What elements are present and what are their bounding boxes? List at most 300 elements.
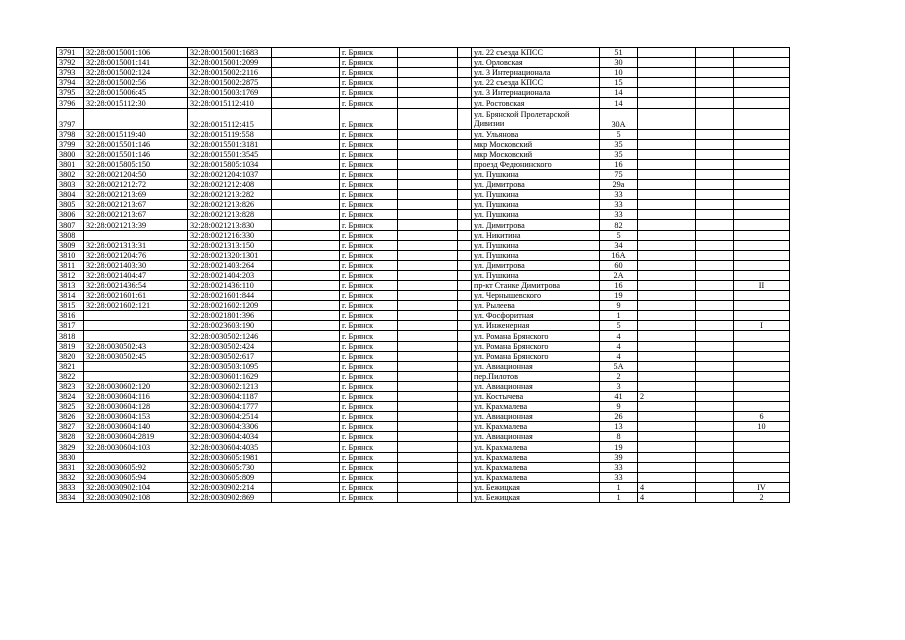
cadastral-number: 32:28:0030604:1187 — [188, 392, 272, 402]
empty-cell — [398, 159, 458, 169]
city-cell: г. Брянск — [340, 98, 398, 108]
cadastral-number: 32:28:0030605:809 — [188, 472, 272, 482]
city-cell: г. Брянск — [340, 260, 398, 270]
apartment-cell — [734, 230, 790, 240]
cadastral-number: 32:28:0030605:1981 — [188, 452, 272, 462]
apartment-cell: 10 — [734, 422, 790, 432]
empty-cell — [458, 200, 472, 210]
empty-cell — [696, 230, 734, 240]
street-cell: ул. Пушкина — [472, 250, 600, 260]
street-cell: ул. Пушкина — [472, 210, 600, 220]
empty-cell — [398, 361, 458, 371]
street-cell: ул. Авиационная — [472, 381, 600, 391]
table-row — [57, 452, 790, 462]
building-cell — [638, 260, 696, 270]
city-cell: г. Брянск — [340, 190, 398, 200]
building-cell — [638, 291, 696, 301]
cadastral-quarter-number — [84, 331, 188, 341]
empty-cell — [398, 108, 458, 129]
cadastral-number: 32:28:0021601:844 — [188, 291, 272, 301]
row-number: 3825 — [57, 402, 84, 412]
empty-cell — [696, 260, 734, 270]
empty-cell — [696, 180, 734, 190]
empty-cell — [272, 169, 340, 179]
city-cell: г. Брянск — [340, 230, 398, 240]
apartment-cell — [734, 68, 790, 78]
empty-cell — [272, 190, 340, 200]
apartment-cell — [734, 371, 790, 381]
building-cell — [638, 190, 696, 200]
empty-cell — [458, 361, 472, 371]
empty-cell — [458, 250, 472, 260]
house-number-cell: 33 — [600, 462, 638, 472]
empty-cell — [398, 422, 458, 432]
empty-cell — [458, 341, 472, 351]
building-cell — [638, 108, 696, 129]
house-number-cell: 16 — [600, 280, 638, 290]
street-cell: ул. Димитрова — [472, 180, 600, 190]
building-cell — [638, 280, 696, 290]
table-row — [57, 200, 790, 210]
apartment-cell — [734, 462, 790, 472]
cadastral-quarter-number: 32:28:0021213:67 — [84, 200, 188, 210]
empty-cell — [458, 270, 472, 280]
cadastral-quarter-number: 32:28:0015119:40 — [84, 129, 188, 139]
building-cell — [638, 58, 696, 68]
empty-cell — [272, 422, 340, 432]
empty-cell — [272, 180, 340, 190]
cadastral-number: 32:28:0015501:3181 — [188, 139, 272, 149]
table-row — [57, 341, 790, 351]
empty-cell — [458, 78, 472, 88]
empty-cell — [696, 422, 734, 432]
row-number: 3831 — [57, 462, 84, 472]
empty-cell — [696, 351, 734, 361]
empty-cell — [272, 442, 340, 452]
cadastral-quarter-number — [84, 371, 188, 381]
apartment-cell — [734, 78, 790, 88]
empty-cell — [696, 169, 734, 179]
house-number-cell: 13 — [600, 422, 638, 432]
row-number: 3810 — [57, 250, 84, 260]
empty-cell — [398, 301, 458, 311]
table-row — [57, 291, 790, 301]
empty-cell — [696, 412, 734, 422]
house-number-cell: 26 — [600, 412, 638, 422]
cadastral-number: 32:28:0021436:110 — [188, 280, 272, 290]
house-number-cell: 2 — [600, 371, 638, 381]
cadastral-number: 32:28:0015112:415 — [188, 108, 272, 129]
empty-cell — [696, 280, 734, 290]
house-number-cell: 33 — [600, 472, 638, 482]
cadastral-quarter-number: 32:28:0021404:47 — [84, 270, 188, 280]
empty-cell — [272, 220, 340, 230]
table-row — [57, 472, 790, 482]
empty-cell — [458, 260, 472, 270]
table-row — [57, 48, 790, 58]
empty-cell — [272, 48, 340, 58]
table-row — [57, 149, 790, 159]
empty-cell — [458, 351, 472, 361]
empty-cell — [272, 351, 340, 361]
empty-cell — [458, 331, 472, 341]
empty-cell — [696, 452, 734, 462]
apartment-cell — [734, 341, 790, 351]
empty-cell — [696, 432, 734, 442]
street-cell: проезд Федюнинского — [472, 159, 600, 169]
table-row — [57, 422, 790, 432]
empty-cell — [696, 190, 734, 200]
building-cell — [638, 341, 696, 351]
empty-cell — [458, 472, 472, 482]
row-number: 3803 — [57, 180, 84, 190]
apartment-cell — [734, 180, 790, 190]
street-cell: ул. Пушкина — [472, 190, 600, 200]
street-cell: мкр Московский — [472, 139, 600, 149]
city-cell: г. Брянск — [340, 422, 398, 432]
building-cell — [638, 210, 696, 220]
row-number: 3799 — [57, 139, 84, 149]
house-number-cell: 82 — [600, 220, 638, 230]
city-cell: г. Брянск — [340, 159, 398, 169]
row-number: 3824 — [57, 392, 84, 402]
apartment-cell: II — [734, 280, 790, 290]
city-cell: г. Брянск — [340, 68, 398, 78]
apartment-cell — [734, 159, 790, 169]
empty-cell — [696, 68, 734, 78]
empty-cell — [272, 301, 340, 311]
empty-cell — [272, 88, 340, 98]
cadastral-quarter-number: 32:28:0021601:61 — [84, 291, 188, 301]
empty-cell — [696, 381, 734, 391]
empty-cell — [272, 412, 340, 422]
house-number-cell: 1 — [600, 482, 638, 492]
row-number: 3823 — [57, 381, 84, 391]
street-cell: ул. 22 съезда КПСС — [472, 78, 600, 88]
empty-cell — [696, 88, 734, 98]
empty-cell — [272, 371, 340, 381]
apartment-cell — [734, 250, 790, 260]
empty-cell — [696, 48, 734, 58]
house-number-cell: 9 — [600, 301, 638, 311]
empty-cell — [272, 230, 340, 240]
cadastral-number: 32:28:0030604:3306 — [188, 422, 272, 432]
empty-cell — [458, 311, 472, 321]
house-number-cell: 33 — [600, 200, 638, 210]
row-number: 3822 — [57, 371, 84, 381]
empty-cell — [272, 200, 340, 210]
street-cell: ул. Брянской Пролетарской Дивизии — [472, 108, 600, 129]
cadastral-quarter-number: 32:28:0030604:103 — [84, 442, 188, 452]
empty-cell — [696, 149, 734, 159]
street-cell: ул. Пушкина — [472, 169, 600, 179]
cadastral-quarter-number: 32:28:0021213:69 — [84, 190, 188, 200]
street-cell: ул. Бежицкая — [472, 492, 600, 502]
empty-cell — [398, 291, 458, 301]
empty-cell — [272, 321, 340, 331]
empty-cell — [458, 58, 472, 68]
empty-cell — [458, 452, 472, 462]
row-number: 3804 — [57, 190, 84, 200]
city-cell: г. Брянск — [340, 311, 398, 321]
empty-cell — [458, 240, 472, 250]
empty-cell — [398, 180, 458, 190]
street-cell: ул. Романа Брянского — [472, 331, 600, 341]
row-number: 3794 — [57, 78, 84, 88]
empty-cell — [398, 442, 458, 452]
house-number-cell: 41 — [600, 392, 638, 402]
empty-cell — [696, 240, 734, 250]
cadastral-quarter-number: 32:28:0015805:150 — [84, 159, 188, 169]
table-row — [57, 210, 790, 220]
apartment-cell — [734, 58, 790, 68]
street-cell: ул. Крахмалева — [472, 462, 600, 472]
table-row — [57, 88, 790, 98]
house-number-cell: 60 — [600, 260, 638, 270]
city-cell: г. Брянск — [340, 169, 398, 179]
empty-cell — [398, 149, 458, 159]
row-number: 3795 — [57, 88, 84, 98]
building-cell — [638, 301, 696, 311]
empty-cell — [458, 210, 472, 220]
apartment-cell — [734, 351, 790, 361]
empty-cell — [458, 381, 472, 391]
empty-cell — [398, 240, 458, 250]
empty-cell — [272, 341, 340, 351]
apartment-cell — [734, 220, 790, 230]
table-row — [57, 129, 790, 139]
apartment-cell — [734, 442, 790, 452]
street-cell: мкр Московский — [472, 149, 600, 159]
empty-cell — [272, 291, 340, 301]
street-cell: ул. Авиационная — [472, 361, 600, 371]
house-number-cell: 16А — [600, 250, 638, 260]
cadastral-number: 32:28:0030502:424 — [188, 341, 272, 351]
house-number-cell: 35 — [600, 139, 638, 149]
table-row — [57, 351, 790, 361]
row-number: 3816 — [57, 311, 84, 321]
city-cell: г. Брянск — [340, 442, 398, 452]
empty-cell — [696, 392, 734, 402]
table-row — [57, 361, 790, 371]
house-number-cell: 4 — [600, 331, 638, 341]
empty-cell — [272, 280, 340, 290]
empty-cell — [458, 392, 472, 402]
empty-cell — [272, 250, 340, 260]
cadastral-number: 32:28:0015001:1683 — [188, 48, 272, 58]
cadastral-quarter-number: 32:28:0030902:104 — [84, 482, 188, 492]
building-cell — [638, 361, 696, 371]
building-cell — [638, 68, 696, 78]
building-cell — [638, 381, 696, 391]
cadastral-quarter-number: 32:28:0030902:108 — [84, 492, 188, 502]
empty-cell — [398, 482, 458, 492]
cadastral-quarter-number: 32:28:0030605:92 — [84, 462, 188, 472]
cadastral-number: 32:28:0021216:330 — [188, 230, 272, 240]
apartment-cell: 6 — [734, 412, 790, 422]
empty-cell — [272, 58, 340, 68]
city-cell: г. Брянск — [340, 452, 398, 462]
row-number: 3808 — [57, 230, 84, 240]
row-number: 3819 — [57, 341, 84, 351]
empty-cell — [398, 280, 458, 290]
cadastral-number: 32:28:0030604:2514 — [188, 412, 272, 422]
empty-cell — [696, 341, 734, 351]
table-row — [57, 280, 790, 290]
empty-cell — [696, 442, 734, 452]
building-cell — [638, 371, 696, 381]
house-number-cell: 4 — [600, 351, 638, 361]
cadastral-quarter-number: 32:28:0030502:45 — [84, 351, 188, 361]
empty-cell — [398, 351, 458, 361]
row-number: 3809 — [57, 240, 84, 250]
empty-cell — [398, 492, 458, 502]
row-number: 3828 — [57, 432, 84, 442]
empty-cell — [458, 220, 472, 230]
empty-cell — [458, 98, 472, 108]
row-number: 3817 — [57, 321, 84, 331]
empty-cell — [458, 482, 472, 492]
building-cell — [638, 311, 696, 321]
row-number: 3807 — [57, 220, 84, 230]
empty-cell — [398, 392, 458, 402]
street-cell: ул. Романа Брянского — [472, 351, 600, 361]
row-number: 3811 — [57, 260, 84, 270]
cadastral-number: 32:28:0015805:1034 — [188, 159, 272, 169]
empty-cell — [696, 311, 734, 321]
city-cell: г. Брянск — [340, 250, 398, 260]
house-number-cell: 16 — [600, 159, 638, 169]
table-row — [57, 402, 790, 412]
empty-cell — [272, 260, 340, 270]
cadastral-number: 32:28:0030902:214 — [188, 482, 272, 492]
apartment-cell — [734, 260, 790, 270]
row-number: 3820 — [57, 351, 84, 361]
empty-cell — [398, 88, 458, 98]
apartment-cell — [734, 210, 790, 220]
city-cell: г. Брянск — [340, 321, 398, 331]
street-cell: ул. Рылеева — [472, 301, 600, 311]
cadastral-number: 32:28:0030502:617 — [188, 351, 272, 361]
empty-cell — [458, 402, 472, 412]
city-cell: г. Брянск — [340, 402, 398, 412]
empty-cell — [398, 381, 458, 391]
apartment-cell — [734, 88, 790, 98]
building-cell — [638, 351, 696, 361]
empty-cell — [272, 78, 340, 88]
empty-cell — [272, 139, 340, 149]
empty-cell — [458, 371, 472, 381]
cadastral-quarter-number: 32:28:0030604:2819 — [84, 432, 188, 442]
cadastral-number: 32:28:0021213:828 — [188, 210, 272, 220]
city-cell: г. Брянск — [340, 412, 398, 422]
empty-cell — [398, 412, 458, 422]
empty-cell — [458, 149, 472, 159]
table-row — [57, 68, 790, 78]
cadastral-quarter-number: 32:28:0030502:43 — [84, 341, 188, 351]
cadastral-quarter-number: 32:28:0015112:30 — [84, 98, 188, 108]
cadastral-number: 32:28:0021204:1037 — [188, 169, 272, 179]
cadastral-quarter-number: 32:28:0030604:116 — [84, 392, 188, 402]
house-number-cell: 29а — [600, 180, 638, 190]
house-number-cell: 39 — [600, 452, 638, 462]
street-cell: ул. Бежицкая — [472, 482, 600, 492]
building-cell — [638, 159, 696, 169]
empty-cell — [458, 321, 472, 331]
cadastral-quarter-number: 32:28:0021313:31 — [84, 240, 188, 250]
city-cell: г. Брянск — [340, 381, 398, 391]
empty-cell — [272, 270, 340, 280]
table-row — [57, 321, 790, 331]
city-cell: г. Брянск — [340, 301, 398, 311]
building-cell — [638, 98, 696, 108]
city-cell: г. Брянск — [340, 492, 398, 502]
table-row — [57, 371, 790, 381]
building-cell — [638, 472, 696, 482]
empty-cell — [398, 58, 458, 68]
apartment-cell — [734, 98, 790, 108]
building-cell — [638, 139, 696, 149]
city-cell: г. Брянск — [340, 432, 398, 442]
building-cell: 2 — [638, 392, 696, 402]
house-number-cell: 14 — [600, 98, 638, 108]
house-number-cell: 34 — [600, 240, 638, 250]
empty-cell — [398, 220, 458, 230]
house-number-cell: 35 — [600, 149, 638, 159]
cadastral-quarter-number: 32:28:0021213:39 — [84, 220, 188, 230]
apartment-cell: 2 — [734, 492, 790, 502]
cadastral-quarter-number: 32:28:0030604:140 — [84, 422, 188, 432]
empty-cell — [272, 68, 340, 78]
table-row — [57, 311, 790, 321]
cadastral-number: 32:28:0021801:396 — [188, 311, 272, 321]
empty-cell — [398, 129, 458, 139]
table-row — [57, 250, 790, 260]
empty-cell — [696, 301, 734, 311]
table-row — [57, 270, 790, 280]
apartment-cell — [734, 381, 790, 391]
city-cell: г. Брянск — [340, 361, 398, 371]
cadastral-quarter-number — [84, 452, 188, 462]
city-cell: г. Брянск — [340, 240, 398, 250]
building-cell — [638, 270, 696, 280]
city-cell: г. Брянск — [340, 139, 398, 149]
building-cell — [638, 78, 696, 88]
apartment-cell — [734, 301, 790, 311]
empty-cell — [272, 462, 340, 472]
row-number: 3791 — [57, 48, 84, 58]
house-number-cell: 5А — [600, 361, 638, 371]
street-cell: ул. Крахмалева — [472, 422, 600, 432]
table-row — [57, 169, 790, 179]
empty-cell — [458, 159, 472, 169]
empty-cell — [272, 108, 340, 129]
empty-cell — [696, 270, 734, 280]
cadastral-quarter-number: 32:28:0021212:72 — [84, 180, 188, 190]
cadastral-quarter-number: 32:28:0015501:146 — [84, 149, 188, 159]
apartment-cell — [734, 129, 790, 139]
cadastral-quarter-number: 32:28:0021436:54 — [84, 280, 188, 290]
empty-cell — [696, 361, 734, 371]
empty-cell — [272, 149, 340, 159]
empty-cell — [398, 98, 458, 108]
building-cell — [638, 432, 696, 442]
empty-cell — [696, 159, 734, 169]
cadastral-number: 32:28:0021212:408 — [188, 180, 272, 190]
empty-cell — [398, 462, 458, 472]
building-cell — [638, 331, 696, 341]
empty-cell — [696, 58, 734, 68]
